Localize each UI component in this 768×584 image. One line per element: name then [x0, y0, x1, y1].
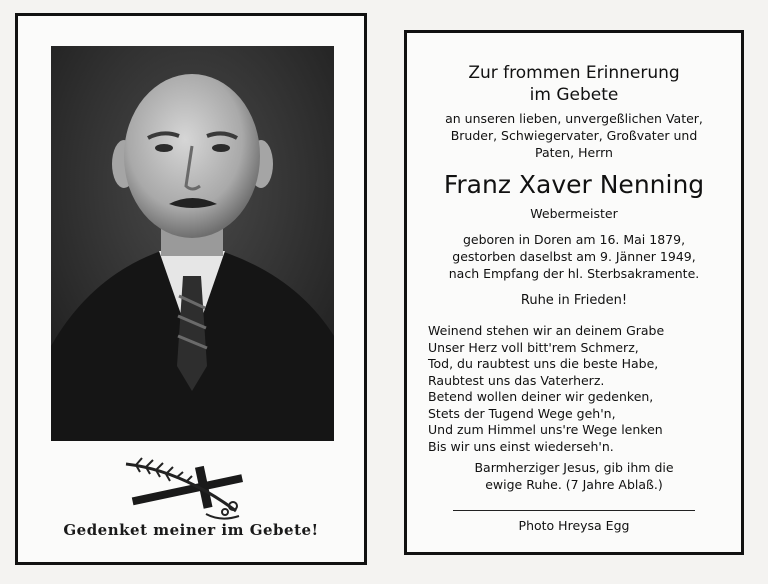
cross-palm-emblem-icon — [121, 456, 251, 525]
occupation: Webermeister — [530, 206, 618, 221]
dedication-line-2: Bruder, Schwiegervater, Großvater und — [450, 128, 698, 143]
poem-line: Tod, du raubtest uns die beste Habe, — [428, 356, 659, 371]
remembrance-caption: Gedenket meiner im Gebete! — [63, 521, 319, 539]
heading-line-1: Zur frommen Erinnerung — [468, 63, 680, 83]
poem-line: Weinend stehen wir an deinem Grabe — [428, 323, 665, 338]
heading-line-2: im Gebete — [529, 85, 619, 105]
prayer-line-1: Barmherziger Jesus, gib ihm die — [474, 460, 674, 475]
birth-line: geboren in Doren am 16. Mai 1879, — [462, 232, 686, 247]
memorial-text-card — [404, 30, 744, 555]
portrait-photo — [51, 46, 334, 441]
poem-line: Betend wollen deiner wir gedenken, — [428, 389, 654, 404]
deceased-name: Franz Xaver Nenning — [443, 170, 705, 199]
poem-line: Stets der Tugend Wege geh'n, — [428, 405, 616, 421]
rest-in-peace: Ruhe in Frieden! — [520, 293, 628, 308]
poem — [428, 323, 664, 455]
poem-line: Und zum Himmel uns're Wege lenken — [428, 422, 663, 437]
dedication-line-3: Paten, Herrn — [535, 145, 613, 160]
poem-line: Raubtest uns das Vaterherz. — [428, 372, 605, 388]
dedication-line-1: an unseren lieben, unvergeßlichen Vater, — [445, 111, 703, 126]
photographer-credit: Photo Hreysa Egg — [518, 518, 630, 533]
divider — [453, 510, 695, 511]
memorial-portrait-card — [15, 13, 367, 565]
poem-line: Bis wir uns einst wiederseh'n. — [428, 438, 614, 454]
death-line: gestorben daselbst am 9. Jänner 1949, — [452, 249, 696, 264]
prayer-line-2: ewige Ruhe. (7 Jahre Ablaß.) — [485, 477, 663, 492]
poem-line: Unser Herz voll bitt'rem Schmerz, — [428, 339, 639, 355]
sacrament-line: nach Empfang der hl. Sterbsakramente. — [448, 266, 700, 281]
